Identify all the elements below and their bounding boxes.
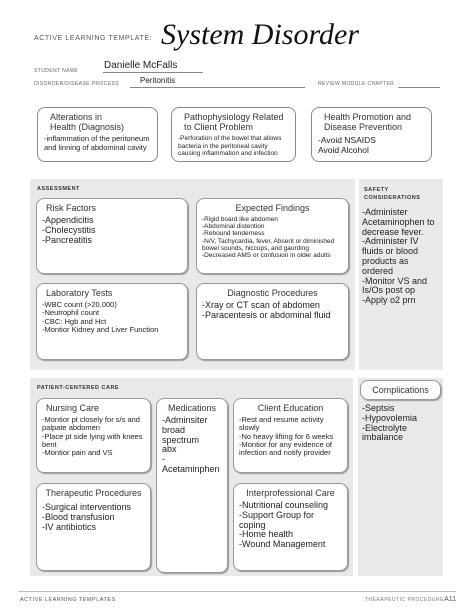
- footer-divider: [18, 591, 456, 592]
- interprofessional-care-content: -Nutritional counseling -Support Group for coping -Home health -Wound Management: [239, 500, 329, 550]
- client-education-content: -Rest and resume activity slowly -No heavy lifting for 6 weeks -Montior for any evidence of infection and notify provider: [239, 415, 334, 458]
- complications-title: Complications: [372, 385, 429, 395]
- safety-label: SAFETY CONSIDERATIONS: [364, 187, 421, 201]
- therapeutic-procedures-box: [36, 483, 151, 571]
- interprofessional-care-title: Interprofessional Care: [246, 488, 335, 498]
- laboratory-tests-title: Laboratory Tests: [46, 288, 113, 298]
- medications-box: [156, 398, 228, 573]
- medications-title: Medications: [167, 403, 217, 413]
- alterations-title: Alterations in Health (Diagnosis): [50, 112, 125, 132]
- nursing-care-title: Nursing Care: [46, 403, 100, 413]
- client-education-box: [233, 398, 348, 473]
- alterations-box: [37, 107, 158, 162]
- pathophysiology-content: -Perforation of the bowel that allows bacteria in the peritoneal cavity causing inflammation and infection: [178, 135, 282, 157]
- student-name-line: [103, 72, 203, 73]
- diagnostic-procedures-content: -Xray or CT scan of abdomen -Paracentesis or abdominal fluid: [202, 300, 331, 320]
- laboratory-tests-box: [36, 283, 188, 360]
- health-promotion-box: [311, 107, 432, 162]
- nursing-care-box: [36, 398, 151, 473]
- health-promotion-title: Health Promotion and Disease Prevention: [324, 112, 412, 132]
- disorder-value[interactable]: Peritonitis: [140, 76, 176, 85]
- page-title: System Disorder: [161, 18, 360, 51]
- expected-findings-box: [196, 198, 349, 274]
- assessment-label: ASSESSMENT: [37, 186, 80, 192]
- risk-factors-box: [36, 198, 188, 274]
- disorder-line: [130, 87, 305, 88]
- therapeutic-procedures-content: -Surgical interventions -Blood transfusion -IV antibiotics: [42, 502, 132, 532]
- complications-content: -Septsis -Hypovolemia -Electrolyte imbalance: [362, 403, 418, 443]
- pathophysiology-box: [171, 107, 296, 162]
- diagnostic-procedures-title: Diagnostic Procedures: [227, 288, 318, 298]
- therapeutic-procedures-title: Therapeutic Procedures: [45, 488, 142, 498]
- expected-findings-title: Expected Findings: [235, 203, 310, 213]
- health-promotion-content: -Avoid NSAIDS Avoid Alcohol: [318, 135, 376, 155]
- footer-page-number: A11: [444, 596, 456, 603]
- template-label: ACTIVE LEARNING TEMPLATE:: [34, 35, 153, 42]
- student-name-value[interactable]: Danielle McFalls: [104, 60, 178, 71]
- footer-left-label: ACTIVE LEARNING TEMPLATES: [20, 597, 116, 603]
- student-name-label: STUDENT NAME: [34, 68, 79, 74]
- nursing-care-content: -Montior pt closely for s/s and palpate abdomen -Place pt side lying with knees bent -Montior pain and VS: [42, 415, 143, 458]
- footer-right-label: THERAPEUTIC PROCEDURE: [364, 597, 444, 603]
- complications-title-box: [360, 380, 441, 400]
- risk-factors-title: Risk Factors: [46, 203, 97, 213]
- medications-content: -Adminsiter broad spectrum abx -Acetaminphen: [162, 415, 220, 474]
- review-module-line: [398, 87, 440, 88]
- interprofessional-care-box: [233, 483, 348, 571]
- diagnostic-procedures-box: [196, 283, 349, 360]
- patient-care-label: PATIENT-CENTERED CARE: [37, 385, 120, 391]
- alterations-content: -inflammation of the peritoneum and linning of abdominal cavity: [44, 134, 150, 152]
- risk-factors-content: -Appendicitis -Cholecystitis -Pancreatitis: [42, 215, 96, 245]
- laboratory-tests-content: -WBC count (>20,000) -Neutrophil count -CBC: Hgb and Hct -Montior Kidney and Liver Function: [42, 300, 159, 334]
- disorder-label: DISORDER/DISEASE PROCESS: [34, 81, 119, 87]
- expected-findings-content: -Rigid board like abdomen -Abdominal distention -Rebound tenderness -N/V, Tachycardia, fever, Absent or diminished bowel sounds, hiccups, and gaurding -Decreased AMS or confusion in older adults: [202, 216, 335, 260]
- safety-content: -Administer Acetaminophen to decrease fever. -Administer IV fluids or blood products as ordered -Monitor VS and Is/Os post op -Apply o2 prn: [362, 207, 435, 306]
- pathophysiology-title: Pathophysiology Related to Client Problem: [184, 112, 284, 132]
- review-module-label: REVIEW MODULE CHAPTER: [318, 81, 395, 87]
- client-education-title: Client Education: [257, 403, 324, 413]
